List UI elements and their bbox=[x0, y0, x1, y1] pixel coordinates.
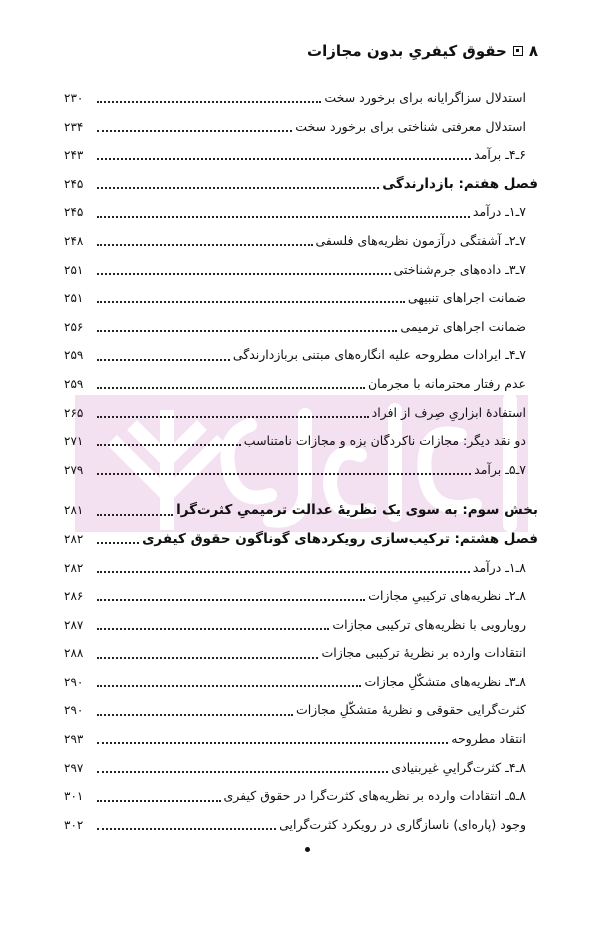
toc-entry-title: ۷ـ۳ـ داده‌های جرم‌شناختی bbox=[393, 261, 526, 277]
toc-entry-page-number: ۲۵۱ bbox=[64, 262, 84, 277]
toc-entry-sub[interactable] bbox=[64, 696, 538, 725]
toc-entry-title: ۷ـ۵ـ برآمد bbox=[474, 461, 526, 477]
toc-entry-page-number: ۲۵۹ bbox=[64, 348, 84, 363]
toc-entry-page-number: ۳۰۲ bbox=[64, 817, 84, 832]
toc-entry-page-number: ۲۸۷ bbox=[64, 617, 84, 632]
dot-leader bbox=[97, 435, 241, 447]
dot-leader bbox=[97, 321, 397, 333]
toc-entry-part[interactable] bbox=[64, 496, 538, 525]
toc-entry-section[interactable] bbox=[64, 227, 538, 256]
dot-leader bbox=[97, 350, 230, 362]
dot-leader bbox=[97, 705, 293, 717]
toc-entry-title: کثرت‌گرایی حقوقی و نظریهٔ متشکّلِ مجازات bbox=[295, 702, 526, 718]
toc-entry-title: ۷ـ۴ـ ایرادات مطروحه علیه انگاره‌های مبتنی بربازدارندگی bbox=[232, 347, 526, 363]
toc-entry-chapter[interactable] bbox=[64, 170, 538, 199]
toc-entry-chapter[interactable] bbox=[64, 525, 538, 554]
header-book-title: حقوق کیفریِ بدون مجازات bbox=[307, 42, 507, 60]
square-bullet-icon bbox=[513, 46, 523, 56]
dot-icon bbox=[305, 847, 310, 852]
toc-entry-title: دو نقد دیگر: مجازات ناکردگان بزه و مجازات نامتناسب bbox=[243, 433, 526, 449]
dot-leader bbox=[97, 676, 361, 688]
dot-leader bbox=[97, 464, 471, 476]
dot-leader bbox=[97, 264, 391, 276]
dot-leader bbox=[97, 762, 388, 774]
toc-entry-page-number: ۳۰۱ bbox=[64, 789, 84, 804]
table-of-contents bbox=[64, 84, 538, 839]
toc-entry-title: فصل هشتم: ترکیب‌سازی رویکردهای گوناگون حقوق کیفری bbox=[142, 530, 538, 547]
toc-entry-section[interactable] bbox=[64, 198, 538, 227]
toc-entry-page-number: ۲۸۶ bbox=[64, 589, 84, 604]
dot-leader bbox=[97, 121, 292, 133]
toc-entry-page-number: ۲۵۶ bbox=[64, 319, 84, 334]
toc-entry-page-number: ۲۸۸ bbox=[64, 646, 84, 661]
toc-entry-sub[interactable] bbox=[64, 427, 538, 456]
dot-leader bbox=[97, 378, 365, 390]
toc-entry-title: ۸ـ۲ـ نظریه‌های ترکیبیِ مجازات bbox=[368, 588, 526, 604]
dot-leader bbox=[97, 791, 221, 803]
dot-leader bbox=[97, 207, 470, 219]
dot-leader bbox=[97, 92, 321, 104]
toc-entry-page-number: ۲۸۱ bbox=[64, 503, 84, 518]
toc-entry-section[interactable] bbox=[64, 668, 538, 697]
toc-entry-title: ۸ـ۵ـ انتقادات وارده بر نظریه‌های کثرت‌گرا در حقوق کیفری bbox=[223, 788, 526, 804]
toc-entry-page-number: ۲۹۳ bbox=[64, 732, 84, 747]
toc-entry-page-number: ۲۵۱ bbox=[64, 291, 84, 306]
dot-leader bbox=[97, 533, 139, 545]
toc-entry-page-number: ۲۳۴ bbox=[64, 119, 84, 134]
dot-leader bbox=[97, 619, 329, 631]
dot-leader bbox=[97, 733, 448, 745]
toc-entry-sub[interactable] bbox=[64, 811, 538, 840]
toc-entry-title: ۸ـ۱ـ درآمد bbox=[472, 559, 526, 575]
dot-leader bbox=[97, 590, 365, 602]
toc-entry-sub[interactable] bbox=[64, 370, 538, 399]
toc-entry-page-number: ۲۶۵ bbox=[64, 405, 84, 420]
toc-entry-title: انتقاد مطروحه bbox=[451, 731, 526, 747]
toc-entry-sub[interactable] bbox=[64, 611, 538, 640]
dot-leader bbox=[97, 505, 173, 517]
toc-entry-section[interactable] bbox=[64, 456, 538, 485]
toc-entry-page-number: ۲۴۸ bbox=[64, 233, 84, 248]
header-page-number: ۸ bbox=[528, 42, 538, 60]
toc-entry-page-number: ۲۷۹ bbox=[64, 462, 84, 477]
dot-leader bbox=[97, 819, 276, 831]
toc-entry-sub[interactable] bbox=[64, 284, 538, 313]
dot-leader bbox=[97, 292, 405, 304]
toc-entry-page-number: ۲۸۲ bbox=[64, 531, 84, 546]
toc-entry-title: عدم رفتار محترمانه با مجرمان bbox=[367, 375, 526, 391]
toc-entry-sub[interactable] bbox=[64, 313, 538, 342]
dot-leader bbox=[97, 235, 313, 247]
toc-entry-sub[interactable] bbox=[64, 399, 538, 428]
toc-entry-page-number: ۲۹۷ bbox=[64, 760, 84, 775]
toc-entry-section[interactable] bbox=[64, 582, 538, 611]
toc-entry-title: استدلال سزاگرایانه برای برخورد سخت bbox=[324, 90, 526, 105]
toc-entry-sub[interactable] bbox=[64, 725, 538, 754]
toc-entry-title: استفادهٔ ابزاریِ صِرف از افراد bbox=[371, 404, 526, 420]
toc-entry-page-number: ۲۴۵ bbox=[64, 176, 84, 191]
toc-entry-title: رویارویی با نظریه‌های ترکیبی مجازات bbox=[332, 616, 526, 632]
dot-leader bbox=[97, 407, 369, 419]
toc-entry-section[interactable] bbox=[64, 141, 538, 170]
toc-entry-page-number: ۲۹۰ bbox=[64, 674, 84, 689]
toc-entry-title: انتقادات وارده بر نظریهٔ ترکیبی مجازات bbox=[321, 645, 526, 661]
toc-entry-title: ۸ـ۴ـ کثرت‌گراییِ غیربنیادی bbox=[391, 759, 526, 775]
toc-entry-title: ضمانت اجراهای تنبیهی bbox=[407, 290, 526, 306]
toc-entry-title: وجود (پاره‌ای) ناسازگاری در رویکرد کثرت‌گرایی bbox=[279, 816, 526, 832]
toc-entry-title: استدلال معرفتی شناختی برای برخورد سخت bbox=[295, 118, 526, 134]
toc-entry-page-number: ۲۵۹ bbox=[64, 376, 84, 391]
toc-entry-page-number: ۲۸۲ bbox=[64, 560, 84, 575]
toc-entry-page-number: ۲۴۵ bbox=[64, 205, 84, 220]
toc-entry-title: بخش سوم: به سوی یک نظریهٔ عدالت ترمیمیِ کثرت‌گرا bbox=[176, 502, 538, 519]
dot-leader bbox=[97, 648, 318, 660]
toc-entry-page-number: ۲۳۰ bbox=[64, 91, 84, 105]
toc-entry-title: ۶ـ۴ـ برآمد bbox=[474, 147, 526, 163]
toc-entry-sub[interactable] bbox=[64, 113, 538, 142]
toc-entry-title: ۸ـ۳ـ نظریه‌های متشکّلِ مجازات bbox=[364, 673, 526, 689]
toc-entry-page-number: ۲۴۳ bbox=[64, 148, 84, 163]
toc-entry-page-number: ۲۷۱ bbox=[64, 434, 84, 449]
toc-entry-title: فصل هفتم: بازدارندگی bbox=[382, 175, 538, 192]
toc-entry-page-number: ۲۹۰ bbox=[64, 703, 84, 718]
toc-entry-title: ضمانت اجراهای ترمیمی bbox=[400, 318, 526, 334]
toc-entry-section[interactable] bbox=[64, 754, 538, 783]
dot-leader bbox=[97, 562, 470, 574]
dot-leader bbox=[97, 149, 471, 161]
toc-entry-section[interactable] bbox=[64, 341, 538, 370]
toc-entry-title: ۷ـ۱ـ درآمد bbox=[472, 204, 526, 220]
running-header bbox=[307, 42, 538, 60]
toc-entry-sub[interactable] bbox=[64, 639, 538, 668]
toc-entry-title: ۷ـ۲ـ آشفتگی درآزمون نظریه‌های فلسفی bbox=[315, 232, 526, 248]
toc-entry-section[interactable] bbox=[64, 256, 538, 285]
toc-entry-section[interactable] bbox=[64, 554, 538, 583]
toc-entry-sub[interactable] bbox=[64, 84, 538, 113]
dot-leader bbox=[97, 178, 379, 190]
toc-entry-section[interactable] bbox=[64, 782, 538, 811]
